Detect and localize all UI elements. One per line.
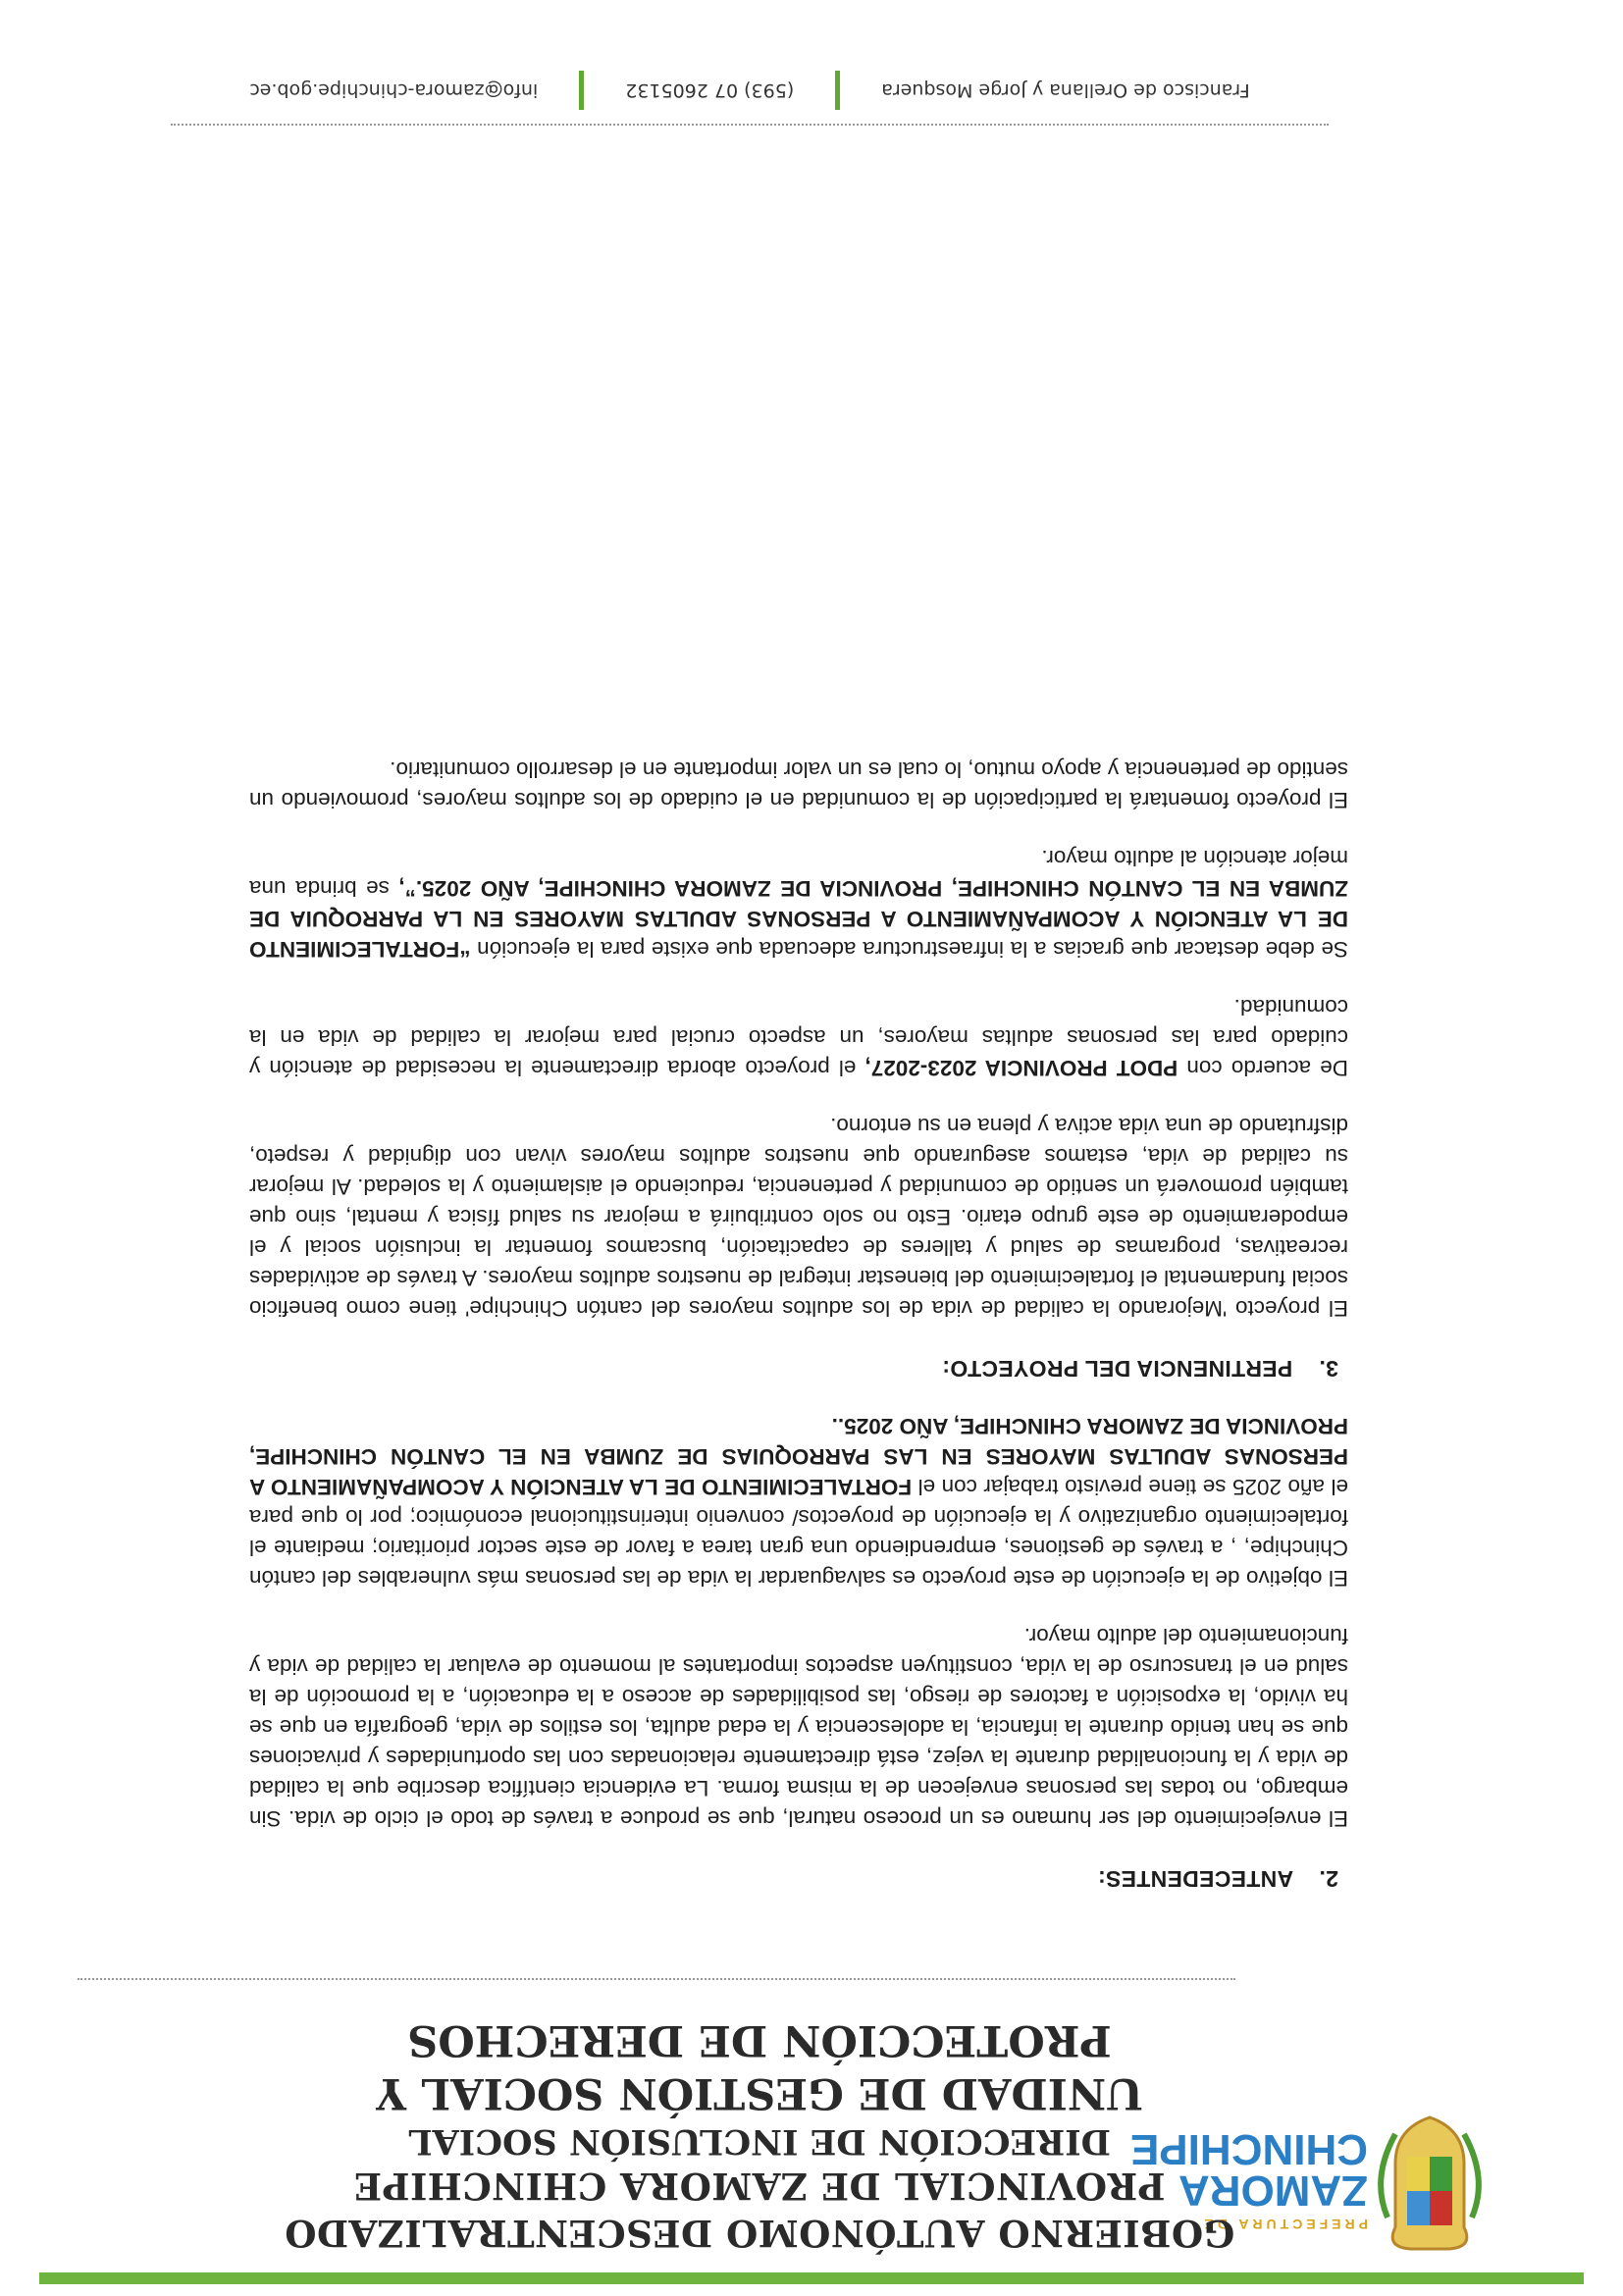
- top-green-bar: [39, 2272, 1584, 2284]
- section-3-title: PERTINENCIA DEL PROYECTO:: [942, 1356, 1293, 1382]
- section-2-paragraph-2-bold: FORTALECIMIENTO DE LA ATENCIÓN Y ACOMPAÑAMIENTO A PERSONAS ADULTAS MAYORES EN LAS PARROQUIAS DE ZUMBA EN EL CANTÓN CHINCHIPE, PROVINCIA DE ZAMORA CHINCHIPE, AÑO 2025..: [249, 1414, 1348, 1499]
- document-header: [210, 2013, 1309, 2257]
- header-line-2: DIRECCIÓN DE INCLUSIÓN SOCIAL: [408, 2121, 1111, 2162]
- section-3-paragraph-2: [249, 992, 1348, 1083]
- brand-small-text: PREFECTURA DE: [1200, 2217, 1368, 2232]
- footer-divider: [171, 124, 1329, 126]
- section-3-paragraph-1: El proyecto 'Mejorando la calidad de vida de los adultos mayores del cantón Chinchipe' tiene como beneficio social fundamental el fortalecimiento del bienestar integral de nuestros adultos mayores. A través de actividades recreativas, programas de salud y talleres de capacitación, buscamos fomentar la inclusión social y el empoderamiento de este grupo etario. Esto no solo contribuirá a mejorar su salud física y mental, sino que también promoverá un sentido de comunidad y pertenencia, reduciendo el aislamiento y la soledad. Al mejorar su calidad de vida, estamos asegurando que nuestros adultos mayores vivan con dignidad y respeto, disfrutando de una vida activa y plena en su entorno.: [249, 1114, 1348, 1321]
- header-divider: [78, 1978, 1235, 1980]
- footer-address: Francisco de Orellana y Jorge Mosquera: [881, 79, 1250, 101]
- section-3-paragraph-3-post: se brinda una mejor atención al adulto mayor.: [249, 846, 1348, 901]
- section-3-paragraph-4: El proyecto fomentará la participación de la comunidad en el cuidado de los adultos mayores, promoviendo un sentido de pertenencia y apoyo mutuo, lo cual es un valor importante en el desarrollo comunitario.: [249, 757, 1348, 812]
- section-3-number: 3.: [1319, 1356, 1338, 1382]
- page-footer: [171, 71, 1329, 110]
- section-3-paragraph-3: [249, 843, 1348, 965]
- footer-email-link[interactable]: info@zamora-chinchipe.gob.ec: [249, 79, 539, 101]
- section-3-heading: [249, 1353, 1338, 1383]
- footer-phone: (593) 07 2605132: [625, 79, 795, 101]
- brand-name-2: CHINCHIPE: [1129, 2125, 1368, 2173]
- footer-separator: [835, 71, 840, 110]
- header-line-3: UNIDAD DE GESTIÓN SOCIAL Y PROTECCIÓN DE DERECHOS: [376, 2015, 1143, 2117]
- section-3-paragraph-2-pre: De acuerdo con: [1186, 1056, 1348, 1080]
- section-2-paragraph-2-text: El objetivo de la ejecución de este proyecto es salvaguardar la vida de las personas más vulnerables del cantón Chinchipe, , a través de gestiones, emprendiendo una gran tarea a favor de este sector prioritario; mediante el fortalecimiento organizativo y la ejecución de proyectos/ convenio interinstitucional económico; por lo que para el año 2025 se tiene previsto trabajar con el: [249, 1475, 1348, 1591]
- footer-separator: [579, 71, 584, 110]
- section-2-title: ANTECEDENTES:: [1097, 1866, 1294, 1892]
- section-3-paragraph-3-pre: Se debe destacar que gracias a la infraestructura adecuada que existe para la ejecución: [477, 937, 1348, 962]
- section-3-paragraph-3-bold: “FORTALECIMIENTO DE LA ATENCIÓN Y ACOMPAÑAMIENTO A PERSONAS ADULTAS MAYORES EN LA PARROQUIA DE ZUMBA EN EL CANTÓN CHINCHIPE, PROVINCIA DE ZAMORA CHINCHIPE, AÑO 2025.”,: [249, 876, 1348, 962]
- coat-of-arms-icon: [1381, 2117, 1479, 2249]
- section-2-paragraph-1: El envejecimiento del ser humano es un proceso natural, que se produce a través de todo el ciclo de vida. Sin embargo, no todas las personas envejecen de la misma forma. La evidencia científica describe que la calidad de vida y la funcionalidad durante la vejez, está directamente relacionadas con las oportunidades y privaciones que se han tenido durante la infancia, la adolescencia y la edad adulta, los estilos de vida, geografía en que se ha vivido, la exposición a factores de riesgo, las posibilidades de acceso a la educación, a la promoción de la salud en el transcurso de la vida, constituyen aspectos importantes al momento de evaluar la calidad de vida y funcionamiento del adulto mayor.: [249, 1624, 1348, 1831]
- section-2-heading: [249, 1863, 1338, 1894]
- document-body: [249, 727, 1348, 1894]
- section-2-paragraph-2: [249, 1411, 1348, 1593]
- header-line-1: GOBIERNO AUTÓNOMO DESCENTRALIZADO PROVINCIAL DE ZAMORA CHINCHIPE: [284, 2165, 1235, 2255]
- brand-name-1: ZAMORA: [1178, 2166, 1368, 2215]
- section-3-paragraph-2-bold: PDOT PROVINCIA 2023-2027,: [864, 1056, 1178, 1080]
- section-2-number: 2.: [1319, 1866, 1338, 1892]
- section-3-paragraph-2-post: el proyecto aborda directamente la necesidad de atención y cuidado para las personas adultas mayores, un aspecto crucial para mejorar la calidad de vida en la comunidad.: [249, 995, 1348, 1080]
